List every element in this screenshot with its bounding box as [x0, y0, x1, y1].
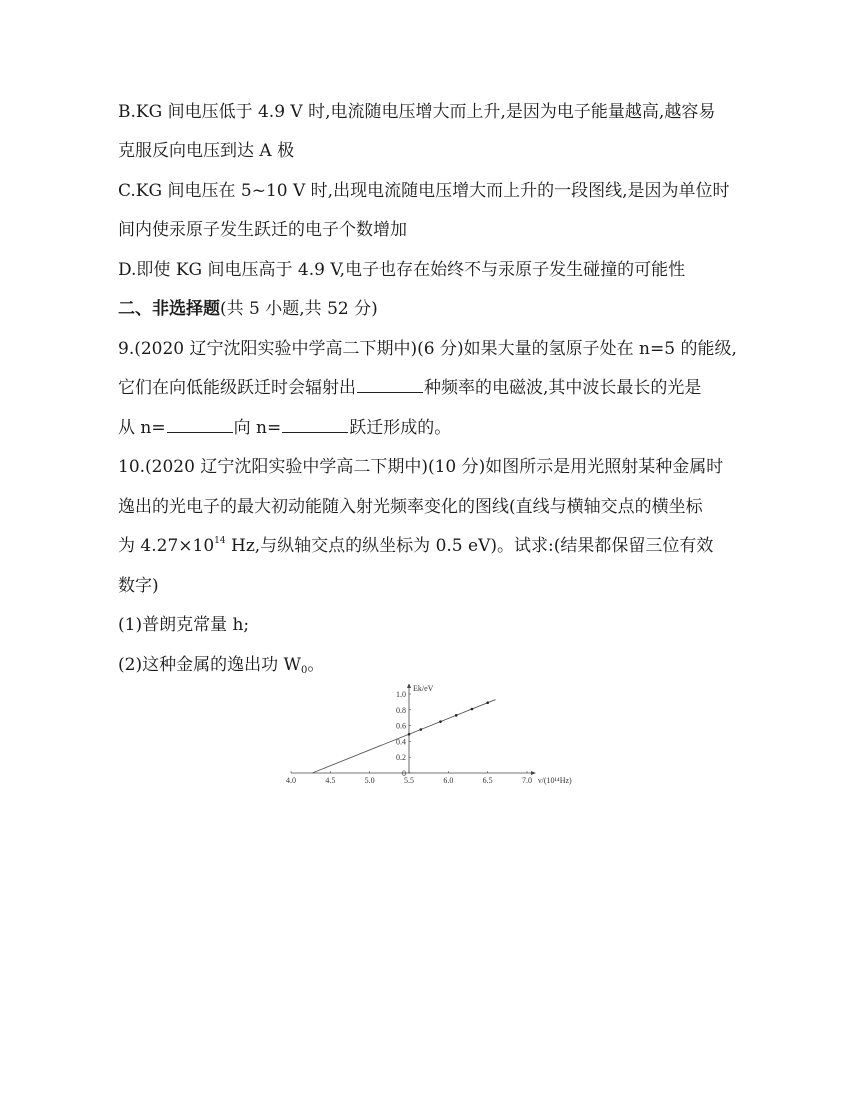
question-10-line-3	[118, 535, 713, 557]
section-title: 二、非选择题	[118, 299, 220, 319]
q9-text-e: 跃迁形成的。	[349, 418, 452, 438]
y-axis-arrow	[407, 684, 411, 688]
q9-text-a: 它们在向低能级跃迁时会辐射出	[118, 378, 356, 398]
option-d-line: D.即使 KG 间电压高于 4.9 V,电子也存在始终不与汞原子发生碰撞的可能性	[118, 260, 686, 280]
y-tick-label: 0.4	[396, 737, 406, 747]
question-9-line-1: 9.(2020 辽宁沈阳实验中学高二下期中)(6 分)如果大量的氢原子处在 n=5 的能级,	[118, 339, 737, 359]
ek-frequency-chart	[280, 684, 580, 789]
data-point	[486, 701, 489, 704]
x-tick-label: 6.0	[443, 776, 454, 785]
q10-text-c: (2)这种金属的逸出功 W	[118, 655, 301, 675]
question-10-line-4: 数字)	[118, 576, 159, 596]
sub-question-1: (1)普朗克常量 h;	[118, 615, 250, 635]
answer-blank-3	[282, 417, 348, 433]
x-axis-label: ν/(10¹⁴Hz)	[538, 776, 572, 785]
q9-text-b: 种频率的电磁波,其中波长最长的光是	[424, 378, 702, 398]
answer-blank-1	[357, 377, 423, 393]
question-9-line-2	[118, 377, 701, 399]
y-tick-label: 1.0	[396, 690, 406, 699]
y-tick-label: 0.8	[396, 705, 406, 715]
y-axis-label: Ek/eV	[413, 684, 434, 693]
data-point	[420, 728, 423, 731]
section-heading	[118, 298, 378, 320]
subscript-zero: 0	[300, 665, 308, 676]
data-point	[408, 733, 411, 736]
x-tick-label: 5.0	[364, 776, 375, 785]
question-9-line-3	[118, 417, 451, 439]
q10-text-a: 为 4.27×10	[118, 536, 215, 556]
y-tick-label: 0.2	[396, 753, 406, 763]
x-tick-label: 7.0	[522, 776, 532, 785]
q9-text-d: 向 n=	[233, 418, 282, 438]
question-10-line-1: 10.(2020 辽宁沈阳实验中学高二下期中)(10 分)如图所示是用光照射某种金属时	[118, 457, 724, 477]
y-tick-label: 0	[402, 769, 406, 778]
x-tick-label: 4.5	[325, 776, 336, 785]
y-tick-label: 0.6	[396, 721, 406, 731]
x-tick-label: 5.5	[404, 776, 414, 785]
q10-text-d: 。	[307, 655, 325, 675]
q9-text-c: 从 n=	[118, 418, 166, 438]
question-10-line-2: 逸出的光电子的最大初动能随入射光频率变化的图线(直线与横轴交点的横坐标	[118, 497, 703, 517]
data-point	[471, 708, 474, 711]
q10-text-b: Hz,与纵轴交点的纵坐标为 0.5 eV)。试求:(结果都保留三位有效	[225, 536, 714, 556]
option-c-line-1: C.KG 间电压在 5~10 V 时,出现电流随电压增大而上升的一段图线,是因为单位时	[118, 181, 730, 201]
x-tick-label: 4.0	[286, 776, 296, 785]
option-c-line-2: 间内使汞原子发生跃迁的电子个数增加	[118, 220, 407, 240]
sub-question-2	[118, 654, 324, 676]
answer-blank-2	[167, 417, 233, 433]
x-axis-arrow	[531, 771, 536, 775]
section-note: (共 5 小题,共 52 分)	[220, 299, 378, 319]
option-b-line-1: B.KG 间电压低于 4.9 V 时,电流随电压增大而上升,是因为电子能量越高,越容易	[118, 102, 716, 122]
x-tick-label: 6.5	[482, 776, 493, 785]
option-b-line-2: 克服反向电压到达 A 极	[118, 141, 295, 161]
data-point	[439, 720, 442, 723]
data-point	[455, 714, 458, 717]
exponent: 14	[214, 536, 226, 546]
